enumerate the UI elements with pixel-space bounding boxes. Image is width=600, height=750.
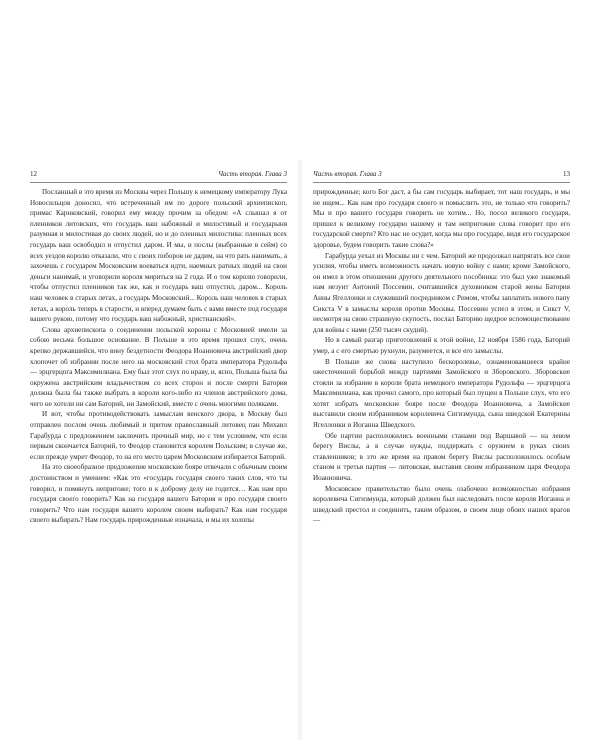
paragraph: Гарабурда уехал из Москвы ни с чем. Баторий же продолжал напрягать все свои усилия, чтобы иметь возможность начать новую войну с нами; кроме Замойского, он имел в этом отношении другого деятельного пособника: это был уже знакомый нам иезуит Антоний Поссевин, считавшийся духовником старой жены Батория Анны Ягеллонки и служивший посредником с Римом, чтобы заплатить нового папу Сикста V в замыслы короля против Москвы. Поссевин успел в этом, и Сикст V, несмотря на свою страшную скупость, послал Баторию щедрое вспомоществование для войны с нами (250 тысяч скудий).	[313, 251, 570, 334]
paragraph: И вот, чтобы противодействовать замыслам венского двора, в Москву был отправлен послом очень любимый и притом православный литовец пан Михаил Гарабурда с предложением заключить прочный мир, но с тем условием, что если первым скончается Баторий, то Феодор становится королем Польским; в случае же, если прежде умрет Феодор, то на его место царем Московским избирается Баторий.	[30, 410, 287, 461]
right-page	[313, 170, 570, 526]
right-page-number: 13	[563, 170, 570, 178]
left-page-text	[30, 187, 287, 526]
paragraph: Посланный в это время из Москвы через Польшу к немецкому императору Лука Новосильцов доносил, что встреченный им по дороге польский архиепископ, примас Карнковский, говорил ему между прочим за обедом: «А слышал я от пленников литовских, что государь ваш набожный и милостивый и государыня разумная и милостивая до своих людей, но и до пленных милостива: пленных всех государь ваш освободил и отпустил даром. И мы, и послы (выбранные в сейм) со всех уездов королю отказали, что с своих поборов не дадим, на что рать нанимать, а захочешь с государем Московским воеваться идти, наемных ратных людей на свои деньги нанимай, и уговорили короля мириться на 2 года. И о том королю говорили, чтобы отпустил пленников так же, как и государь ваш отпустил, даром... Король наш человек в старых летах, а государь Московский... Король наш человек в старых летах, а король теперь в старости, и вперед думаем быть с вами вместе под государя вашего рукою, потому что государь ваш набожный, христианский».	[30, 188, 287, 324]
book-gutter-shadow	[296, 160, 304, 740]
paragraph: Обе партии расположились военными станами под Варшавой — на левом берегу Вислы, а в случае нужды, поддержать с оружием в руках своих ставленников; в это же время на правом берегу Вислы расположилось особым станом и третья партия — литовская, выставив своим избранником царя Феодора Иоанновича.	[313, 431, 570, 483]
paragraph: Но в самый разгар приготовлений к этой войне, 12 ноября 1586 года, Баторий умер, а с его смертью рухнули, разумеется, и все его замыслы.	[313, 336, 570, 355]
left-page	[30, 170, 287, 526]
paragraph: Слова архиепископа о соединении польской короны с Московией имели за собою весьма большое основание. В Польше в это время прошел слух, очень крепко державшийся, что вину бездетности Феодора Иоанновича австрийский двор хлопочет об избрании после него на московский стол брата императора Рудольфа — эрцгерцога Максимилиана. Ему был этот слух по нраву, и, ясно, Польша была бы окружена австрийским владычеством со всех сторон и после смерти Батория должна была бы также выбрать в короли кого-либо из членов австрийского дома, чего не хотели ни сам Баторий, ни Замойский, вместе с очень многими поляками.	[30, 325, 288, 408]
paragraph: Московское правительство было очень озабочено возможностью избрания королевича Сигизмунда, который должен был наследовать после короля Иоганна и шведский престол и соединить, таким образом, в своем лице обоих наших врагов —	[313, 484, 570, 525]
right-page-header	[313, 170, 570, 183]
left-page-number: 12	[30, 170, 37, 178]
paragraph-continued: прирожденные; кого Бог даст, а бы сам государь выбирает, тот наш государь, и мы не ищем... Как нам про государя своего и помыслить это, не только что говорить? Мы и про вашего государя говорить не хотим... Но, посол великого государя, пришел к великому государю нашему и там непригожие слова говорит про его государской смерти? Кто нас не осудит, когда мы про государе, видя его государское здоровье, будем говорить такие слова?»	[313, 188, 570, 249]
left-page-header	[30, 170, 287, 183]
paragraph: На это своеобразное предложение московские бояре отвечали с обычным своим достоинством и умением: «Как это «государь государя своего таких слов, что ты говорил, и помянуть непригоже; того и к доброму делу не годится… Как нам про государя своего говорить? Как на государя вашего Батория и про государя своего говорить? Что нам государя вашего королем своим выбирать? Как нам государя своего выбирать? Нам государь прирожденные изначала, и мы их холопы	[30, 463, 287, 525]
right-page-text	[313, 187, 570, 526]
paragraph: В Польше же снова наступило бескоролевье, ознаменовавшееся крайне ожесточенной борьбой между партиями Замойского и Зборовского. Зборовские стояли за избрание в короли брата немецкого императора Рудольфа — эрцгерцога Максимилиана, как прочил самого, про который был пущен в Польше слух, что его хотят избрать московские бояре после Феодора Иоанновича, а Замойские выставили своим избранником королевича Сигизмунда, сына шведской Екатерины Ягеллонки и Иоганна Шведского.	[313, 357, 570, 430]
right-running-head: Часть вторая. Глава 3	[313, 170, 382, 178]
left-running-head: Часть вторая. Глава 3	[218, 170, 287, 178]
